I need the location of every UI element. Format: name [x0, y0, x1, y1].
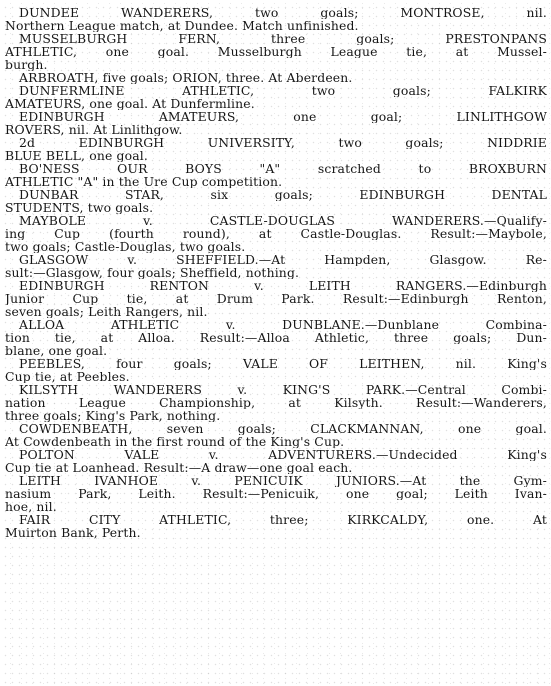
text-line: hoe, nil.	[5, 500, 57, 513]
text-line: ATHLETIC, one goal. Musselburgh League tie, at Mussel-	[5, 45, 547, 58]
text-line: 2d EDINBURGH UNIVERSITY, two goals; NIDDRIE	[19, 136, 547, 149]
text-line: Northern League match, at Dundee. Match unfinished.	[5, 19, 359, 32]
text-line: three goals; King's Park, nothing.	[5, 409, 221, 422]
text-line: EDINBURGH AMATEURS, one goal; LINLITHGOW	[19, 110, 547, 123]
text-line: EDINBURGH RENTON v. LEITH RANGERS.—Edinburgh	[19, 279, 547, 292]
text-line: ALLOA ATHLETIC v. DUNBLANE.—Dunblane Combina-	[19, 318, 547, 331]
text-line: nasium Park, Leith. Result:—Penicuik, one goal; Leith Ivan-	[5, 487, 547, 500]
text-line: BO'NESS OUR BOYS "A" scratched to BROXBURN	[19, 162, 547, 175]
text-line: tion tie, at Alloa. Result:—Alloa Athletic, three goals; Dun-	[5, 331, 547, 344]
text-line: LEITH IVANHOE v. PENICUIK JUNIORS.—At the Gym-	[19, 474, 547, 487]
text-line: GLASGOW v. SHEFFIELD.—At Hampden, Glasgow. Re-	[19, 253, 547, 266]
text-line: sult:—Glasgow, four goals; Sheffield, nothing.	[5, 266, 300, 279]
text-line: Junior Cup tie, at Drum Park. Result:—Edinburgh Renton,	[5, 292, 547, 305]
text-line: STUDENTS, two goals.	[5, 201, 154, 214]
text-line: FAIR CITY ATHLETIC, three; KIRKCALDY, one. At	[19, 513, 547, 526]
text-line: nation League Championship, at Kilsyth. Result:—Wanderers,	[5, 396, 547, 409]
text-line: ROVERS, nil. At Linlithgow.	[5, 123, 183, 136]
text-line: ing Cup (fourth round), at Castle-Douglas. Result:—Maybole,	[5, 227, 547, 240]
text-line: POLTON VALE v. ADVENTURERS.—Undecided King's	[19, 448, 547, 461]
text-line: MAYBOLE v. CASTLE-DOUGLAS WANDERERS.—Qualify-	[19, 214, 547, 227]
text-line: MUSSELBURGH FERN, three goals; PRESTONPANS	[19, 32, 547, 45]
text-line: seven goals; Leith Rangers, nil.	[5, 305, 208, 318]
text-line: PEEBLES, four goals; VALE OF LEITHEN, nil. King's	[19, 357, 547, 370]
text-line: DUNBAR STAR, six goals; EDINBURGH DENTAL	[19, 188, 547, 201]
text-line: two goals; Castle-Douglas, two goals.	[5, 240, 246, 253]
text-line: COWDENBEATH, seven goals; CLACKMANNAN, one goal.	[19, 422, 547, 435]
text-line: KILSYTH WANDERERS v. KING'S PARK.—Central Combi-	[19, 383, 547, 396]
text-line: At Cowdenbeath in the first round of the King's Cup.	[5, 435, 345, 448]
text-line: blane, one goal.	[5, 344, 108, 357]
text-line: burgh.	[5, 58, 48, 71]
text-line: ATHLETIC "A" in the Ure Cup competition.	[5, 175, 283, 188]
text-line: Cup tie, at Peebles.	[5, 370, 130, 383]
text-line: ARBROATH, five goals; ORION, three. At Aberdeen.	[19, 71, 353, 84]
text-line: DUNDEE WANDERERS, two goals; MONTROSE, nil.	[19, 6, 547, 19]
text-line: AMATEURS, one goal. At Dunfermline.	[5, 97, 255, 110]
text-line: BLUE BELL, one goal.	[5, 149, 148, 162]
text-line: Cup tie at Loanhead. Result:—A draw—one goal each.	[5, 461, 353, 474]
text-line: DUNFERMLINE ATHLETIC, two goals; FALKIRK	[19, 84, 547, 97]
text-line: Muirton Bank, Perth.	[5, 526, 141, 539]
